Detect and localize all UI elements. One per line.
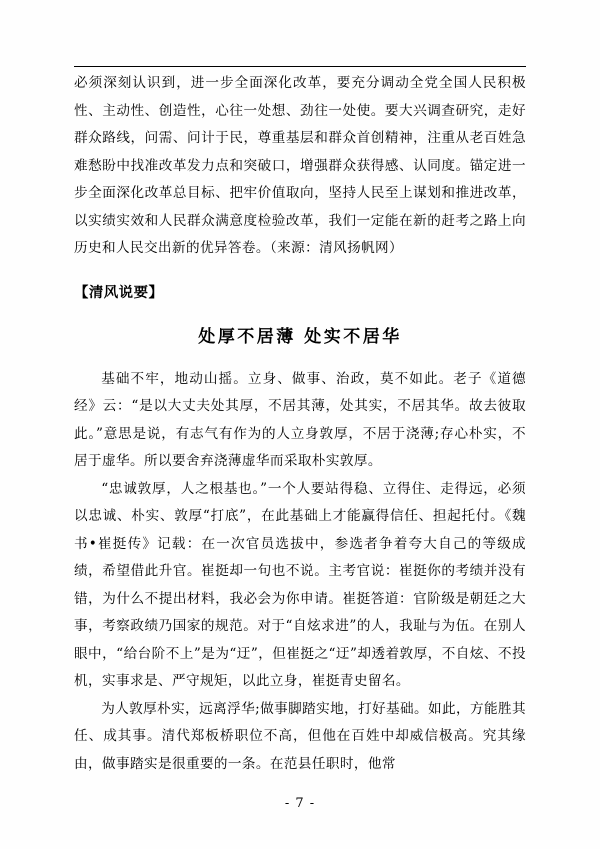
header-rule — [74, 66, 526, 67]
lead-section — [74, 70, 526, 263]
page-number: - 7 - — [284, 796, 316, 811]
article-paragraph: 为人敦厚朴实，远离浮华;做事脚踏实地，打好基础。如此，方能胜其任、成其事。清代郑板桥职位不高，但他在百姓中却威信极高。究其缘由，做事踏实是很重要的一条。在范县任职时，他常 — [74, 700, 526, 772]
article-paragraph: “忠诚敦厚，人之根基也。”一个人要站得稳、立得住、走得远，必须以忠诚、朴实、敦厚“打底”，在此基础上才能赢得信任、担起托付。《魏书•崔挺传》记载：在一次官员选拔中，参选者争着夸大自己的等级成绩，希望借此升官。崔挺却一句也不说。主考官说：崔挺你的考绩并没有错，为什么不提出材料，我必会为你申请。崔挺答道：官阶级是朝廷之大事，考察政绩乃国家的规范。对于“自炫求进”的人，我耻与为伍。在别人眼中，“给台阶不上”是为“迂”，但崔挺之“迂”却透着敦厚，不自炫、不投机，实事求是、严守规矩，以此立身，崔挺青史留名。 — [74, 480, 526, 689]
section-tag: 【清风说要】 — [74, 283, 164, 301]
article-title: 处厚不居薄 处实不居华 — [198, 326, 402, 347]
lead-paragraph: 必须深刻认识到，进一步全面深化改革，要充分调动全党全国人民积极性、主动性、创造性，心往一处想、劲往一处使。要大兴调查研究，走好群众路线，问需、问计于民，尊重基层和群众首创精神，注重从老百姓急难愁盼中找准改革发力点和突破口，增强群众获得感、认同度。锚定进一步全面深化改革总目标、把牢价值取向，坚持人民至上谋划和推进改革，以实绩实效和人民群众满意度检验改革，我们一定能在新的赶考之路上向历史和人民交出新的优异答卷。（来源：清风扬帆网） — [74, 75, 526, 256]
article-paragraph: 基础不牢，地动山摇。立身、做事、治政，莫不如此。老子《道德经》云：“是以大丈夫处其厚，不居其薄，处其实，不居其华。故去彼取此。”意思是说，有志气有作为的人立身敦厚，不居于浇薄;存心朴实，不居于虚华。所以要舍弃浇薄虚华而采取朴实敦厚。 — [74, 370, 526, 469]
article-body — [74, 366, 526, 779]
